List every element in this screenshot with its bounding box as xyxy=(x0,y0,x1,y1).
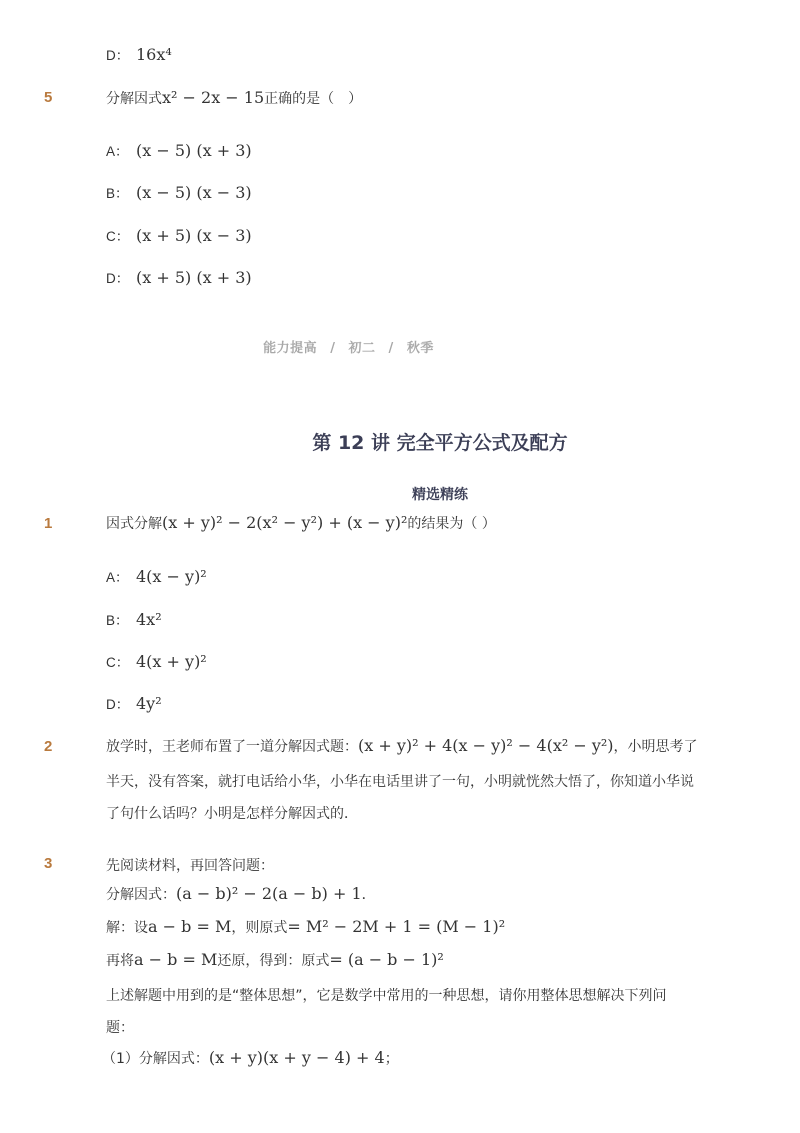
option-expr: 4y² xyxy=(136,694,162,713)
line-text: ，小明思考了 xyxy=(613,739,698,755)
question-line xyxy=(102,1048,399,1068)
question-line: 上述解题中用到的是“整体思想”，它是数学中常用的一种思想，请你用整体思想解决下列问 xyxy=(106,988,667,1004)
option-expr: 16x⁴ xyxy=(136,45,172,64)
line-expr: = (a − b − 1)² xyxy=(329,950,444,969)
option-expr: 4(x − y)² xyxy=(136,567,207,586)
option-expr: (x + 5) (x − 3) xyxy=(136,226,252,245)
prompt-text: 分解因式 xyxy=(106,91,162,107)
breadcrumb-separator: / xyxy=(388,341,394,356)
breadcrumb-item[interactable]: 秋季 xyxy=(406,341,434,356)
option-expr: (x + 5) (x + 3) xyxy=(136,268,252,287)
question-line xyxy=(106,917,505,937)
line-expr: a − b = M xyxy=(134,950,218,969)
line-expr: (a − b)² − 2(a − b) + 1 xyxy=(176,884,362,903)
line-text: ； xyxy=(384,1051,399,1067)
option-label: A： xyxy=(106,144,129,159)
question-number: 2 xyxy=(44,738,53,755)
line-text: 解：设 xyxy=(106,920,148,936)
line-text: ． xyxy=(361,887,376,903)
prompt-text: 的结果为（ ） xyxy=(407,516,496,532)
option-a[interactable] xyxy=(106,140,252,160)
question-line xyxy=(106,884,376,904)
option-c[interactable] xyxy=(106,225,252,245)
option-d[interactable] xyxy=(106,267,252,287)
option-label: D： xyxy=(106,697,130,712)
prompt-text: 因式分解 xyxy=(106,516,162,532)
option-d[interactable] xyxy=(106,693,162,713)
prompt-expr: x² − 2x − 15 xyxy=(162,88,265,107)
line-expr: (x + y)(x + y − 4) + 4 xyxy=(208,1048,385,1067)
prompt-text: 正确的是（ ） xyxy=(264,91,363,107)
option-c[interactable] xyxy=(106,651,207,671)
option-expr: 4x² xyxy=(136,610,162,629)
option-b[interactable] xyxy=(106,609,162,629)
option-label: D： xyxy=(106,271,130,286)
line-text: ，则原式 xyxy=(231,920,288,936)
question-number: 1 xyxy=(44,515,53,532)
line-text: 再将 xyxy=(106,953,134,969)
option-label: A： xyxy=(106,570,129,585)
option-label: D： xyxy=(106,48,130,63)
line-expr: (x + y)² + 4(x − y)² − 4(x² − y²) xyxy=(358,736,614,755)
option-label: B： xyxy=(106,186,129,201)
question-line: 了句什么话吗？小明是怎样分解因式的． xyxy=(106,806,358,822)
question-line: 先阅读材料，再回答问题： xyxy=(106,858,274,874)
line-expr: a − b = M xyxy=(148,917,232,936)
option-a[interactable] xyxy=(106,566,207,586)
option-label: C： xyxy=(106,655,130,670)
line-text: （1）分解因式： xyxy=(102,1051,209,1067)
breadcrumb-item[interactable]: 初二 xyxy=(348,341,376,356)
question-line: 半天，没有答案，就打电话给小华，小华在电话里讲了一句，小明就恍然大悟了，你知道小华说 xyxy=(106,774,694,790)
lecture-title: 第 12 讲 完全平方公式及配方 xyxy=(312,432,568,454)
option-expr: 4(x + y)² xyxy=(136,652,207,671)
prompt-expr: (x + y)² − 2(x² − y²) + (x − y)² xyxy=(162,513,408,532)
question-number: 5 xyxy=(44,89,53,106)
question-line xyxy=(106,736,698,756)
question-line xyxy=(106,950,444,970)
breadcrumb-item[interactable]: 能力提高 xyxy=(263,341,318,356)
option-d-previous xyxy=(106,44,172,64)
section-title: 精选精练 xyxy=(412,487,468,503)
breadcrumb xyxy=(0,337,697,356)
question-prompt xyxy=(106,513,496,533)
option-expr: (x − 5) (x − 3) xyxy=(136,183,252,202)
line-text: 放学时，王老师布置了一道分解因式题： xyxy=(106,739,358,755)
option-b[interactable] xyxy=(106,182,252,202)
option-label: C： xyxy=(106,229,130,244)
question-line: 题： xyxy=(106,1020,134,1036)
breadcrumb-separator: / xyxy=(330,341,336,356)
line-text: 分解因式： xyxy=(106,887,176,903)
question-prompt xyxy=(106,88,362,108)
question-number: 3 xyxy=(44,855,53,872)
option-label: B： xyxy=(106,613,129,628)
line-text: 还原，得到：原式 xyxy=(217,953,330,969)
line-expr: = M² − 2M + 1 = (M − 1)² xyxy=(287,917,506,936)
option-expr: (x − 5) (x + 3) xyxy=(136,141,252,160)
